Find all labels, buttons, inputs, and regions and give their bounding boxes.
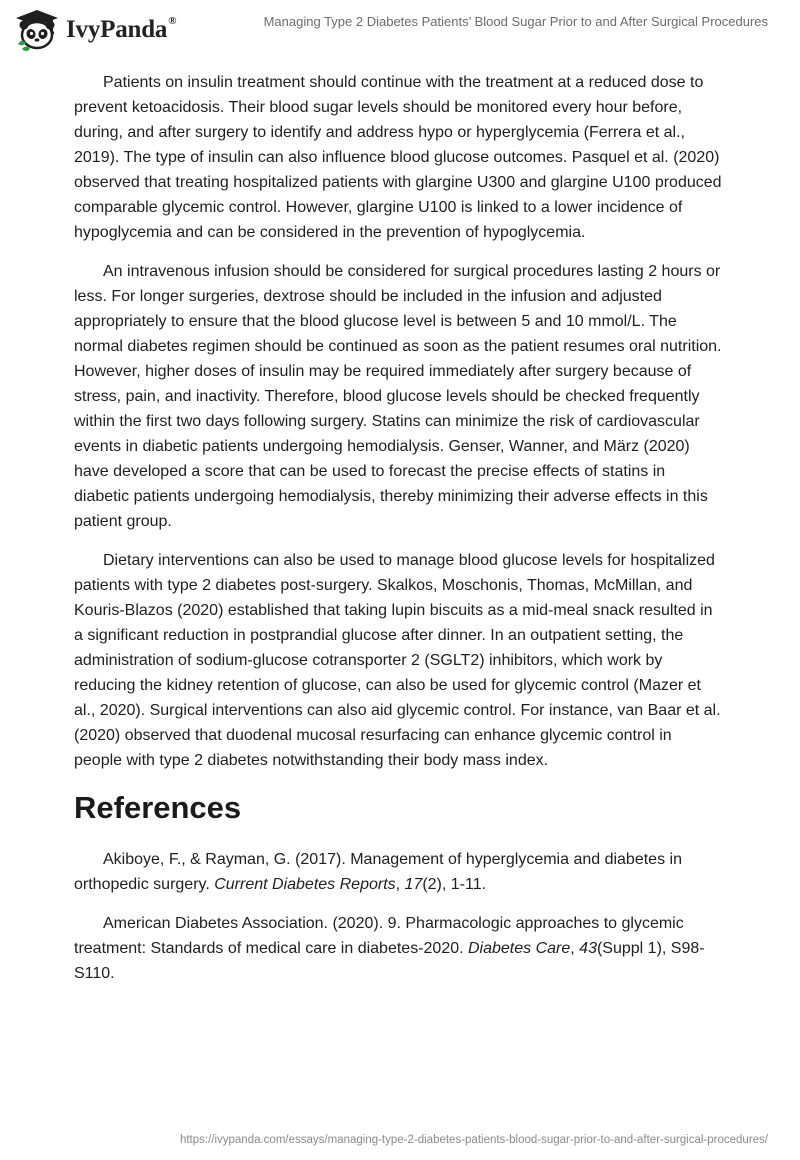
ivypanda-logo[interactable]: [14, 8, 176, 52]
reference-item: American Diabetes Association. (2020). 9. Pharmacologic approaches to glycemic treatment: Standards of medical care in diabetes-2020. Diabetes Care, 43(Suppl 1), S98-S110.: [74, 915, 705, 982]
journal-title: Current Diabetes Reports: [214, 876, 396, 893]
journal-volume: 17: [404, 876, 423, 893]
page-header: [0, 0, 800, 60]
paragraph: Patients on insulin treatment should continue with the treatment at a reduced dose to prevent ketoacidosis. Their blood sugar levels should be monitored every hour before, during, and after surgery to identify and address hypo or hyperglycemia (Ferrera et al., 2019). The type of insulin can also influence blood glucose outcomes. Pasquel et al. (2020) observed that treating hospitalized patients with glargine U300 and glargine U100 produced comparable glycemic control. However, glargine U100 is linked to a lower incidence of hypoglycemia and can be considered in the prevention of hypoglycemia.: [74, 74, 722, 241]
panda-graduate-icon: [14, 8, 60, 52]
references-heading: References: [74, 790, 242, 825]
journal-title: Diabetes Care: [468, 940, 571, 957]
paragraph: An intravenous infusion should be considered for surgical procedures lasting 2 hours or less. For longer surgeries, dextrose should be included in the infusion and adjusted appropriately to ensure that the blood glucose level is between 5 and 10 mmol/L. The normal diabetes regimen should be continued as soon as the patient resumes oral nutrition. However, higher doses of insulin may be required immediately after surgery because of stress, pain, and inactivity. Therefore, blood glucose levels should be checked frequently within the first two days following surgery. Statins can minimize the risk of cardiovascular events in diabetic patients undergoing hemodialysis. Genser, Wanner, and März (2020) have developed a score that can be used to forecast the precise effects of statins in diabetic patients undergoing hemodialysis, thereby minimizing their adverse effects in this patient group.: [74, 263, 722, 530]
reference-item: Akiboye, F., & Rayman, G. (2017). Management of hyperglycemia and diabetes in orthopedic surgery. Current Diabetes Reports, 17(2), 1-11.: [74, 851, 682, 893]
journal-volume: 43: [579, 940, 597, 957]
source-url[interactable]: https://ivypanda.com/essays/managing-type-2-diabetes-patients-blood-sugar-prior-to-and-after-surgical-procedures/: [179, 1134, 768, 1146]
paragraph: Dietary interventions can also be used to manage blood glucose levels for hospitalized patients with type 2 diabetes post-surgery. Skalkos, Moschonis, Thomas, McMillan, and Kouris-Blazos (2020) established that taking lupin biscuits as a mid-meal snack resulted in a significant reduction in postprandial glucose after dinner. In an outpatient setting, the administration of sodium-glucose cotransporter 2 (SGLT2) inhibitors, which work by reducing the kidney retention of glucose, can also be used for glycemic control (Mazer et al., 2020). Surgical interventions can also aid glycemic control. For instance, van Baar et al. (2020) observed that duodenal mucosal resurfacing can enhance glycemic control in people with type 2 diabetes notwithstanding their body mass index.: [74, 552, 721, 769]
logo-text: IvyPanda®: [66, 14, 177, 43]
essay-content: [74, 70, 724, 1000]
document-title: Managing Type 2 Diabetes Patients’ Blood Sugar Prior to and After Surgical Procedures: [263, 14, 768, 29]
